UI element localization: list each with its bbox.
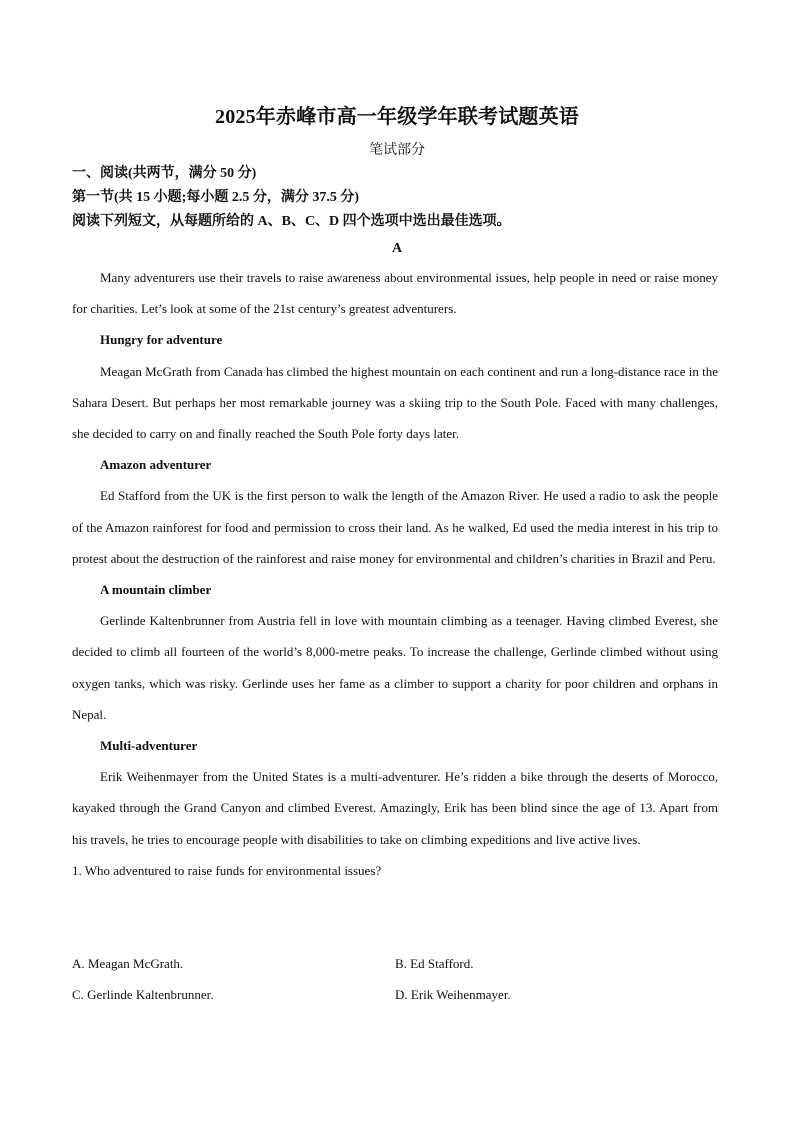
answer-options bbox=[72, 948, 718, 1010]
part-heading: 一、阅读(共两节，满分 50 分) bbox=[72, 166, 257, 181]
section-heading-hungry: Hungry for adventure bbox=[100, 332, 223, 348]
section-heading-multi: Multi-adventurer bbox=[100, 738, 198, 754]
page-subtitle: 笔试部分 bbox=[369, 143, 425, 158]
section-text-hungry: Meagan McGrath from Canada has climbed the highest mountain on each continent and run a long-distance race in the Sahara Desert. But perhaps her most remarkable journey was a skiing trip to the South Pole. Faced with many challenges, she decided to carry on and finally reached the South Pole forty days later. bbox=[72, 363, 719, 442]
options-row bbox=[72, 979, 718, 1010]
option-a: A. Meagan McGrath. bbox=[72, 956, 184, 971]
option-b: B. Ed Stafford. bbox=[395, 956, 474, 971]
section-text-amazon: Ed Stafford from the UK is the first person to walk the length of the Amazon River. He used a radio to ask the people of the Amazon rainforest for food and permission to cross their land. As he walked, Ed used the media interest in his trip to protest about the destruction of the rainforest and raise money for environmental and children’s charities in Brazil and Peru. bbox=[72, 488, 718, 566]
section-heading-mountain: A mountain climber bbox=[100, 582, 212, 598]
question-text: 1. Who adventured to raise funds for environmental issues? bbox=[72, 862, 382, 878]
section-text-multi: Erik Weihenmayer from the United States is a multi-adventurer. He’s ridden a bike through the deserts of Morocco, kayaked through the Grand Canyon and climbed Everest. Amazingly, Erik has been blind since the age of 13. Apart from his travels, he tries to encourage people with disabilities to take on climbing expeditions and live active lives. bbox=[72, 769, 718, 847]
option-d: D. Erik Weihenmayer. bbox=[395, 987, 511, 1003]
section-heading-amazon: Amazon adventurer bbox=[100, 457, 212, 473]
section-text-mountain: Gerlinde Kaltenbrunner from Austria fell in love with mountain climbing as a teenager. Having climbed Everest, she decided to climb all fourteen of the world’s 8,000-metre peaks. To increase the challenge, Gerlinde climbed without using oxygen tanks, which was risky. Gerlinde uses her fame as a climber to support a charity for poor children and orphans in Nepal. bbox=[72, 613, 718, 722]
passage-intro: Many adventurers use their travels to raise awareness about environmental issues, help people in need or raise money for charities. Let’s look at some of the 21st century’s greatest adventurers. bbox=[72, 270, 718, 317]
passage-letter: A bbox=[391, 241, 403, 256]
passage-body bbox=[72, 262, 718, 886]
page-title: 2025年赤峰市高一年级学年联考试题英语 bbox=[215, 106, 579, 128]
option-c: C. Gerlinde Kaltenbrunner. bbox=[72, 987, 214, 1003]
options-row bbox=[72, 948, 718, 979]
instructions: 阅读下列短文，从每题所给的 A、B、C、D 四个选项中选出最佳选项。 bbox=[72, 214, 511, 229]
section-heading: 第一节(共 15 小题;每小题 2.5 分，满分 37.5 分) bbox=[72, 190, 359, 205]
